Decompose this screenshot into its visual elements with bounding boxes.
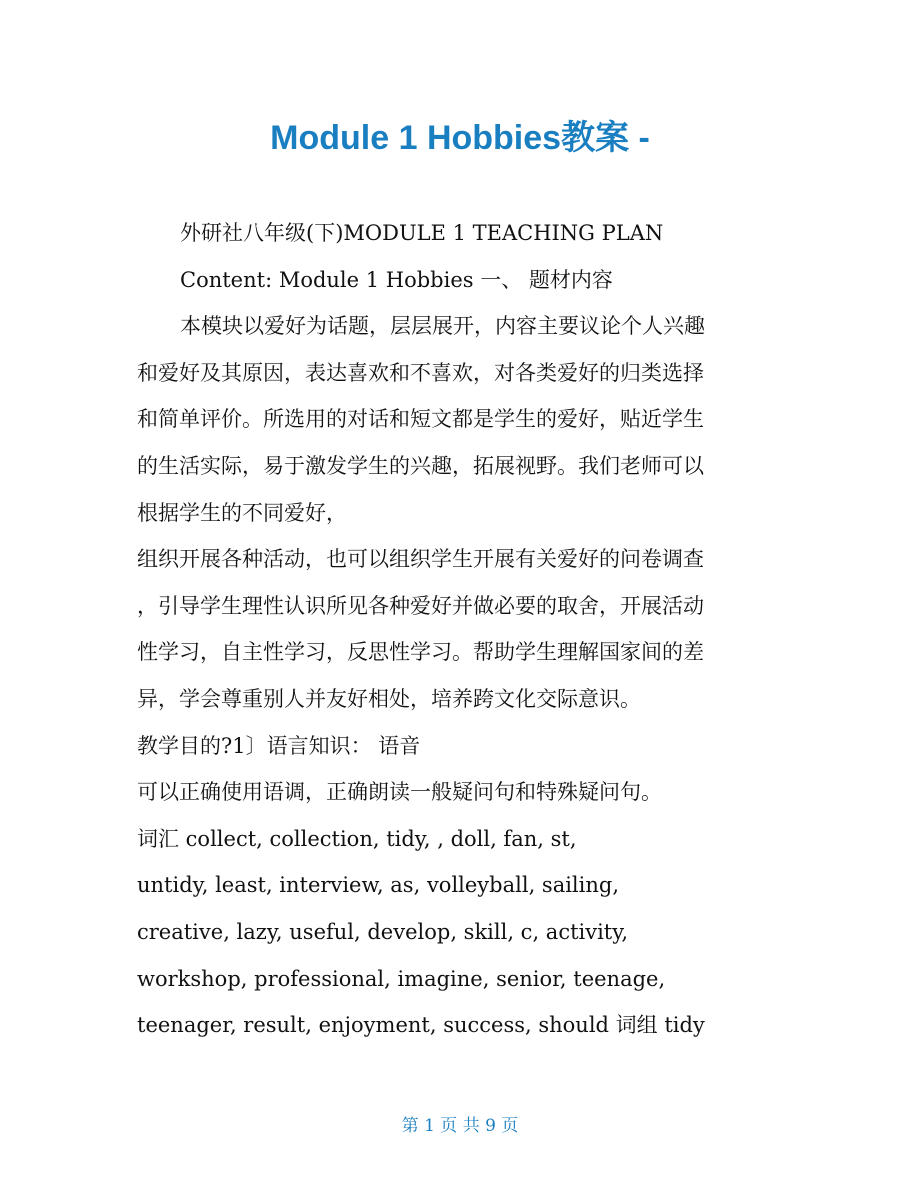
text-line-paragraph: 和爱好及其原因，表达喜欢和不喜欢，对各类爱好的归类选择 — [137, 360, 704, 385]
text-line-pronunciation: 可以正确使用语调，正确朗读一般疑问句和特殊疑问句。 — [137, 780, 662, 805]
text-line-vocabulary: 词汇 collect, collection, tidy, , doll, fan, st, — [137, 826, 577, 851]
text-line-paragraph: 的生活实际，易于激发学生的兴趣，拓展视野。我们老师可以 — [137, 453, 704, 478]
text-line-objectives: 教学目的?1〕语言知识： 语音 — [137, 733, 421, 758]
text-line-paragraph: 和简单评价。所选用的对话和短文都是学生的爱好，贴近学生 — [137, 407, 704, 432]
text-line-heading: 外研社八年级(下)MODULE 1 TEACHING PLAN — [180, 221, 664, 245]
text-line-paragraph: 性学习，自主性学习，反思性学习。帮助学生理解国家间的差 — [137, 640, 704, 665]
page-number-footer: 第 1 页 共 9 页 — [401, 1116, 519, 1136]
text-line-paragraph: 异，学会尊重别人并友好相处，培养跨文化交际意识。 — [137, 686, 641, 711]
text-line-paragraph: 组织开展各种活动，也可以组织学生开展有关爱好的问卷调查 — [137, 547, 704, 572]
text-line-paragraph: 本模块以爱好为话题，层层展开，内容主要议论个人兴趣 — [180, 314, 705, 339]
document-body — [137, 210, 787, 1049]
text-line-paragraph: 根据学生的不同爱好， — [137, 500, 347, 525]
text-line-paragraph: ，引导学生理性认识所见各种爱好并做必要的取舍，开展活动 — [137, 593, 704, 618]
text-line-vocabulary: workshop, professional, imagine, senior, teenage, — [137, 966, 666, 991]
text-line-vocabulary: untidy, least, interview, as, volleyball, sailing, — [137, 873, 620, 898]
text-line-vocabulary: creative, lazy, useful, develop, skill, c, activity, — [137, 919, 628, 944]
text-line-content: Content: Module 1 Hobbies 一、 题材内容 — [180, 267, 613, 292]
document-title: Module 1 Hobbies教案 - — [270, 119, 650, 157]
text-line-vocabulary: teenager, result, enjoyment, success, should 词组 tidy — [137, 1013, 705, 1038]
